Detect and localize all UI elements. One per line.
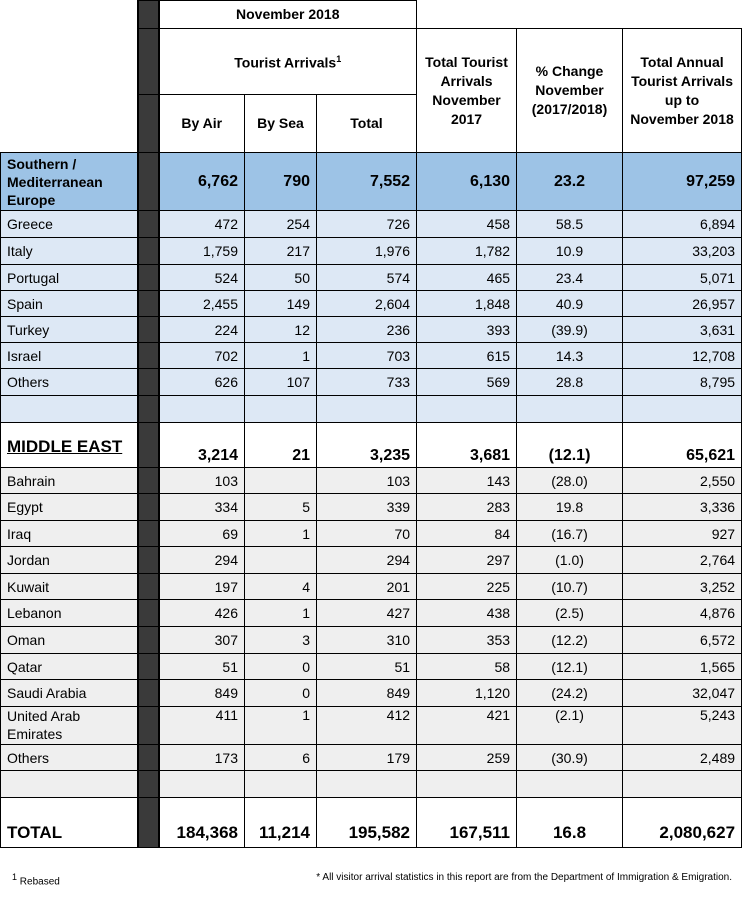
annual-cell: 65,621	[623, 423, 742, 468]
annual-cell: 12,708	[623, 343, 742, 369]
country-name: Kuwait	[1, 574, 138, 600]
sea-cell: 1	[245, 343, 317, 369]
sea-cell: 12	[245, 317, 317, 343]
total-cell: 179	[317, 745, 417, 771]
table-row	[1, 521, 742, 547]
annual-cell: 2,764	[623, 547, 742, 574]
air-cell: 69	[159, 521, 245, 547]
prev-cell: 283	[417, 494, 517, 521]
annual-total-cell: 2,080,627	[623, 798, 742, 848]
sea-cell	[245, 468, 317, 494]
total-cell: 427	[317, 600, 417, 627]
change-cell: 28.8	[517, 369, 623, 396]
annual-cell: 2,489	[623, 745, 742, 771]
change-cell: (39.9)	[517, 317, 623, 343]
table-row	[1, 317, 742, 343]
sea-cell: 4	[245, 574, 317, 600]
annual-cell: 927	[623, 521, 742, 547]
table-row	[1, 547, 742, 574]
annual-cell: 26,957	[623, 291, 742, 317]
by-sea-header: By Sea	[245, 95, 317, 153]
total-nov-2017-header: Total Tourist Arrivals November 2017	[417, 29, 517, 153]
prev-cell: 421	[417, 707, 517, 745]
prev-cell: 1,120	[417, 680, 517, 707]
sea-cell	[245, 547, 317, 574]
country-name: Others	[1, 745, 138, 771]
annual-cell: 5,243	[623, 707, 742, 745]
annual-cell: 32,047	[623, 680, 742, 707]
air-cell: 103	[159, 468, 245, 494]
sea-cell: 21	[245, 423, 317, 468]
change-cell: 10.9	[517, 238, 623, 265]
sea-cell: 254	[245, 211, 317, 238]
table-row	[1, 369, 742, 396]
change-cell: 58.5	[517, 211, 623, 238]
sea-cell: 107	[245, 369, 317, 396]
prev-cell: 1,782	[417, 238, 517, 265]
total-cell: 412	[317, 707, 417, 745]
change-total-cell: 16.8	[517, 798, 623, 848]
annual-cell: 3,252	[623, 574, 742, 600]
change-cell: 14.3	[517, 343, 623, 369]
total-cell: 1,976	[317, 238, 417, 265]
change-cell: (12.1)	[517, 423, 623, 468]
air-cell: 51	[159, 654, 245, 680]
prev-cell: 393	[417, 317, 517, 343]
grand-total-row	[1, 798, 742, 848]
country-name: Portugal	[1, 265, 138, 291]
table-row	[1, 211, 742, 238]
annual-cell: 6,894	[623, 211, 742, 238]
sea-cell: 0	[245, 654, 317, 680]
prev-total-cell: 167,511	[417, 798, 517, 848]
pct-change-header: % Change November (2017/2018)	[517, 29, 623, 153]
period-header: November 2018	[159, 1, 417, 29]
prev-cell: 465	[417, 265, 517, 291]
annual-cell: 2,550	[623, 468, 742, 494]
sea-cell: 1	[245, 600, 317, 627]
table-row	[1, 680, 742, 707]
table-row	[1, 238, 742, 265]
table-row	[1, 265, 742, 291]
annual-cell: 4,876	[623, 600, 742, 627]
table-row	[1, 627, 742, 654]
total-cell: 2,604	[317, 291, 417, 317]
change-cell: (2.1)	[517, 707, 623, 745]
total-cell: 310	[317, 627, 417, 654]
prev-cell: 458	[417, 211, 517, 238]
sea-cell: 6	[245, 745, 317, 771]
table-row	[1, 707, 742, 745]
change-cell: (16.7)	[517, 521, 623, 547]
change-cell: (28.0)	[517, 468, 623, 494]
prev-cell: 259	[417, 745, 517, 771]
footnote-source: * All visitor arrival statistics in this report are from the Department of Immigration & Emigration.	[316, 872, 732, 883]
country-name: Oman	[1, 627, 138, 654]
air-cell: 334	[159, 494, 245, 521]
air-cell: 626	[159, 369, 245, 396]
sea-cell: 3	[245, 627, 317, 654]
prev-cell: 297	[417, 547, 517, 574]
table-row	[1, 291, 742, 317]
prev-cell: 3,681	[417, 423, 517, 468]
total-cell: 103	[317, 468, 417, 494]
region-name: Southern / Mediterranean Europe	[1, 153, 138, 211]
annual-cell: 1,565	[623, 654, 742, 680]
country-name: Others	[1, 369, 138, 396]
air-cell: 426	[159, 600, 245, 627]
total-cell: 726	[317, 211, 417, 238]
tourist-arrivals-header: Tourist Arrivals$^1$	[159, 29, 417, 95]
annual-cell: 5,071	[623, 265, 742, 291]
total-cell: 703	[317, 343, 417, 369]
sea-cell: 1	[245, 521, 317, 547]
europe-summary-row: Southern / Mediterranean Europe 6,762 790 7,552 6,130 23.2 97,259	[1, 153, 742, 211]
total-cell: 294	[317, 547, 417, 574]
prev-cell: 143	[417, 468, 517, 494]
total-total-cell: 195,582	[317, 798, 417, 848]
change-cell: (2.5)	[517, 600, 623, 627]
annual-cell: 3,631	[623, 317, 742, 343]
air-cell: 524	[159, 265, 245, 291]
country-name: Bahrain	[1, 468, 138, 494]
change-cell: 19.8	[517, 494, 623, 521]
sea-cell: 217	[245, 238, 317, 265]
country-name: Egypt	[1, 494, 138, 521]
air-cell: 307	[159, 627, 245, 654]
air-cell: 472	[159, 211, 245, 238]
country-name: Iraq	[1, 521, 138, 547]
table-row	[1, 494, 742, 521]
country-name: Turkey	[1, 317, 138, 343]
air-cell: 702	[159, 343, 245, 369]
region-name: MIDDLE EAST	[7, 437, 123, 456]
total-cell: 849	[317, 680, 417, 707]
total-cell: 201	[317, 574, 417, 600]
prev-cell: 84	[417, 521, 517, 547]
sea-cell: 0	[245, 680, 317, 707]
change-cell: (12.2)	[517, 627, 623, 654]
air-cell: 3,214	[159, 423, 245, 468]
change-cell: 40.9	[517, 291, 623, 317]
table-row	[1, 654, 742, 680]
prev-cell: 438	[417, 600, 517, 627]
prev-cell: 615	[417, 343, 517, 369]
change-cell: (30.9)	[517, 745, 623, 771]
air-cell: 411	[159, 707, 245, 745]
country-name: Lebanon	[1, 600, 138, 627]
table-row	[1, 574, 742, 600]
country-name: Jordan	[1, 547, 138, 574]
by-air-header: By Air	[159, 95, 245, 153]
table-row	[1, 343, 742, 369]
annual-cell: 6,572	[623, 627, 742, 654]
total-cell: 339	[317, 494, 417, 521]
air-cell: 1,759	[159, 238, 245, 265]
table-row	[1, 600, 742, 627]
total-annual-header: Total Annual Tourist Arrivals up to November 2018	[623, 29, 742, 153]
total-cell: 3,235	[317, 423, 417, 468]
spacer-row	[1, 771, 742, 798]
prev-cell: 569	[417, 369, 517, 396]
total-cell: 70	[317, 521, 417, 547]
spacer-row	[1, 396, 742, 423]
change-cell: 23.4	[517, 265, 623, 291]
total-label: TOTAL	[1, 798, 138, 848]
annual-cell: 33,203	[623, 238, 742, 265]
total-cell: 574	[317, 265, 417, 291]
prev-cell: 1,848	[417, 291, 517, 317]
sea-cell: 1	[245, 707, 317, 745]
sea-cell: 5	[245, 494, 317, 521]
table-row	[1, 468, 742, 494]
middle-east-summary-row	[1, 423, 742, 468]
air-cell: 294	[159, 547, 245, 574]
table-row	[1, 745, 742, 771]
prev-cell: 58	[417, 654, 517, 680]
country-name: Spain	[1, 291, 138, 317]
total-cell: 51	[317, 654, 417, 680]
annual-cell: 8,795	[623, 369, 742, 396]
change-cell: (24.2)	[517, 680, 623, 707]
air-cell: 224	[159, 317, 245, 343]
country-name: Greece	[1, 211, 138, 238]
air-cell: 2,455	[159, 291, 245, 317]
footnote-rebased: $^1$ Rebased	[12, 872, 60, 888]
total-cell: 733	[317, 369, 417, 396]
change-cell: (1.0)	[517, 547, 623, 574]
change-cell: (10.7)	[517, 574, 623, 600]
annual-cell: 3,336	[623, 494, 742, 521]
air-cell: 849	[159, 680, 245, 707]
prev-cell: 225	[417, 574, 517, 600]
country-name: Israel	[1, 343, 138, 369]
sea-cell: 149	[245, 291, 317, 317]
change-cell: (12.1)	[517, 654, 623, 680]
air-total-cell: 184,368	[159, 798, 245, 848]
air-cell: 173	[159, 745, 245, 771]
sea-cell: 50	[245, 265, 317, 291]
air-cell: 197	[159, 574, 245, 600]
separator-bar	[138, 1, 159, 29]
country-name: Qatar	[1, 654, 138, 680]
total-header: Total	[317, 95, 417, 153]
country-name: United Arab Emirates	[1, 707, 138, 745]
country-name: Italy	[1, 238, 138, 265]
sea-total-cell: 11,214	[245, 798, 317, 848]
total-cell: 236	[317, 317, 417, 343]
prev-cell: 353	[417, 627, 517, 654]
country-name: Saudi Arabia	[1, 680, 138, 707]
